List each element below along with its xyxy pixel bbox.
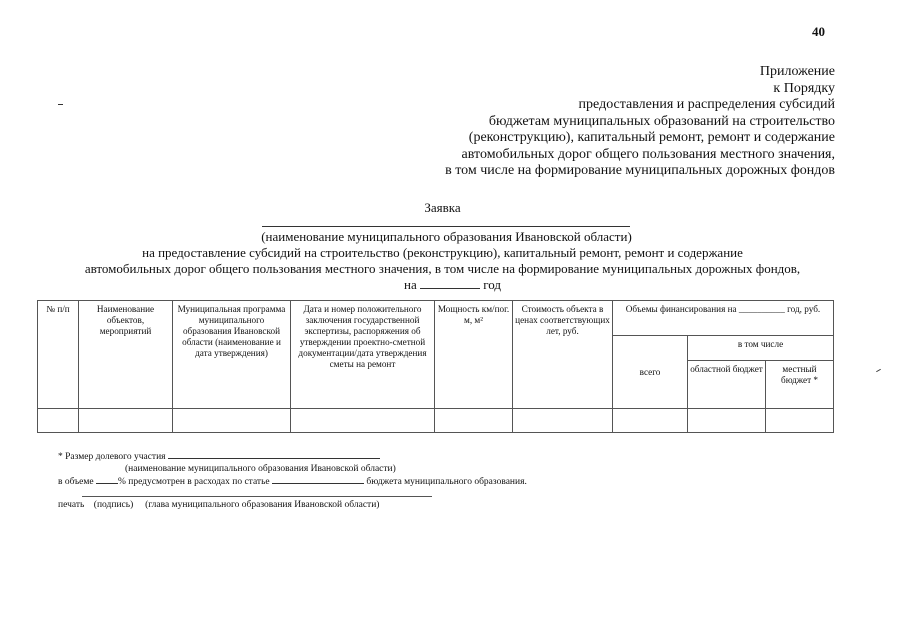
appendix-line: в том числе на формирование муниципальных дорожных фондов	[445, 163, 835, 178]
application-table	[37, 300, 834, 433]
appendix-line: (реконструкцию), капитальный ремонт, ремонт и содержание	[468, 130, 835, 145]
col-header-objects: Наименование объектов, мероприятий	[79, 301, 173, 409]
cell[interactable]	[613, 409, 688, 433]
purpose-line-1: на предоставление субсидий на строительство (реконструкцию), капитальный ремонт, ремонт и содержание	[142, 245, 743, 260]
name-caption: (наименование муниципального образования Ивановской области)	[261, 229, 632, 244]
cell[interactable]	[766, 409, 834, 433]
document-title: Заявка	[424, 200, 461, 215]
cell[interactable]	[291, 409, 435, 433]
share-blank	[168, 458, 380, 459]
volume-line: в объеме % предусмотрен в расходах по статье бюджета муниципального образования.	[58, 477, 527, 487]
appendix-line: бюджетам муниципальных образований на строительство	[488, 113, 835, 129]
scan-mark	[876, 369, 881, 372]
col-header-number: № п/п	[38, 301, 79, 409]
col-header-cost: Стоимость объекта в ценах соответствующих лет, руб.	[513, 301, 613, 409]
cell[interactable]	[435, 409, 513, 433]
percent-blank	[96, 483, 118, 484]
cell[interactable]	[173, 409, 291, 433]
appendix-line: Приложение	[759, 64, 835, 79]
purpose-line-2: автомобильных дорог общего пользования местного значения, в том числе на формирование муниципальных дорожных фондов,	[84, 261, 801, 276]
year-line: на год	[404, 277, 501, 292]
col-header-total: всего	[613, 336, 688, 409]
share-line: * Размер долевого участия	[58, 452, 380, 462]
cell[interactable]	[688, 409, 766, 433]
appendix-line: к Порядку	[773, 80, 835, 96]
name-blank-line	[262, 226, 630, 227]
scan-mark	[58, 104, 63, 105]
year-blank	[420, 288, 480, 289]
col-header-regional: областной бюджет	[688, 361, 766, 409]
col-header-expertise: Дата и номер положительного заключения государственной экспертизы, распоряжения об утверждении проектно-сметной документации/дата утверждения сметы на ремонт	[291, 301, 435, 409]
col-header-program: Муниципальная программа муниципального образования Ивановской области (наименование и дата утверждения)	[173, 301, 291, 409]
cell[interactable]	[38, 409, 79, 433]
col-header-including: в том числе	[688, 336, 834, 361]
cell[interactable]	[79, 409, 173, 433]
signature-caption: печать (подпись) (глава муниципального образования Ивановской области)	[58, 500, 380, 510]
cell[interactable]	[513, 409, 613, 433]
appendix-line: автомобильных дорог общего пользования местного значения,	[461, 146, 835, 162]
col-header-local: местный бюджет *	[766, 361, 834, 409]
appendix-line: предоставления и распределения субсидий	[578, 97, 835, 112]
signature-line	[82, 496, 432, 497]
table-row	[38, 409, 834, 433]
article-blank	[272, 483, 364, 484]
share-caption: (наименование муниципального образования Ивановской области)	[125, 464, 396, 474]
col-header-funding: Объемы финансирования на __________ год, руб.	[613, 301, 834, 336]
col-header-capacity: Мощность км/пог. м, м²	[435, 301, 513, 409]
appendix-heading	[315, 64, 835, 180]
page-number: 40	[812, 24, 825, 39]
